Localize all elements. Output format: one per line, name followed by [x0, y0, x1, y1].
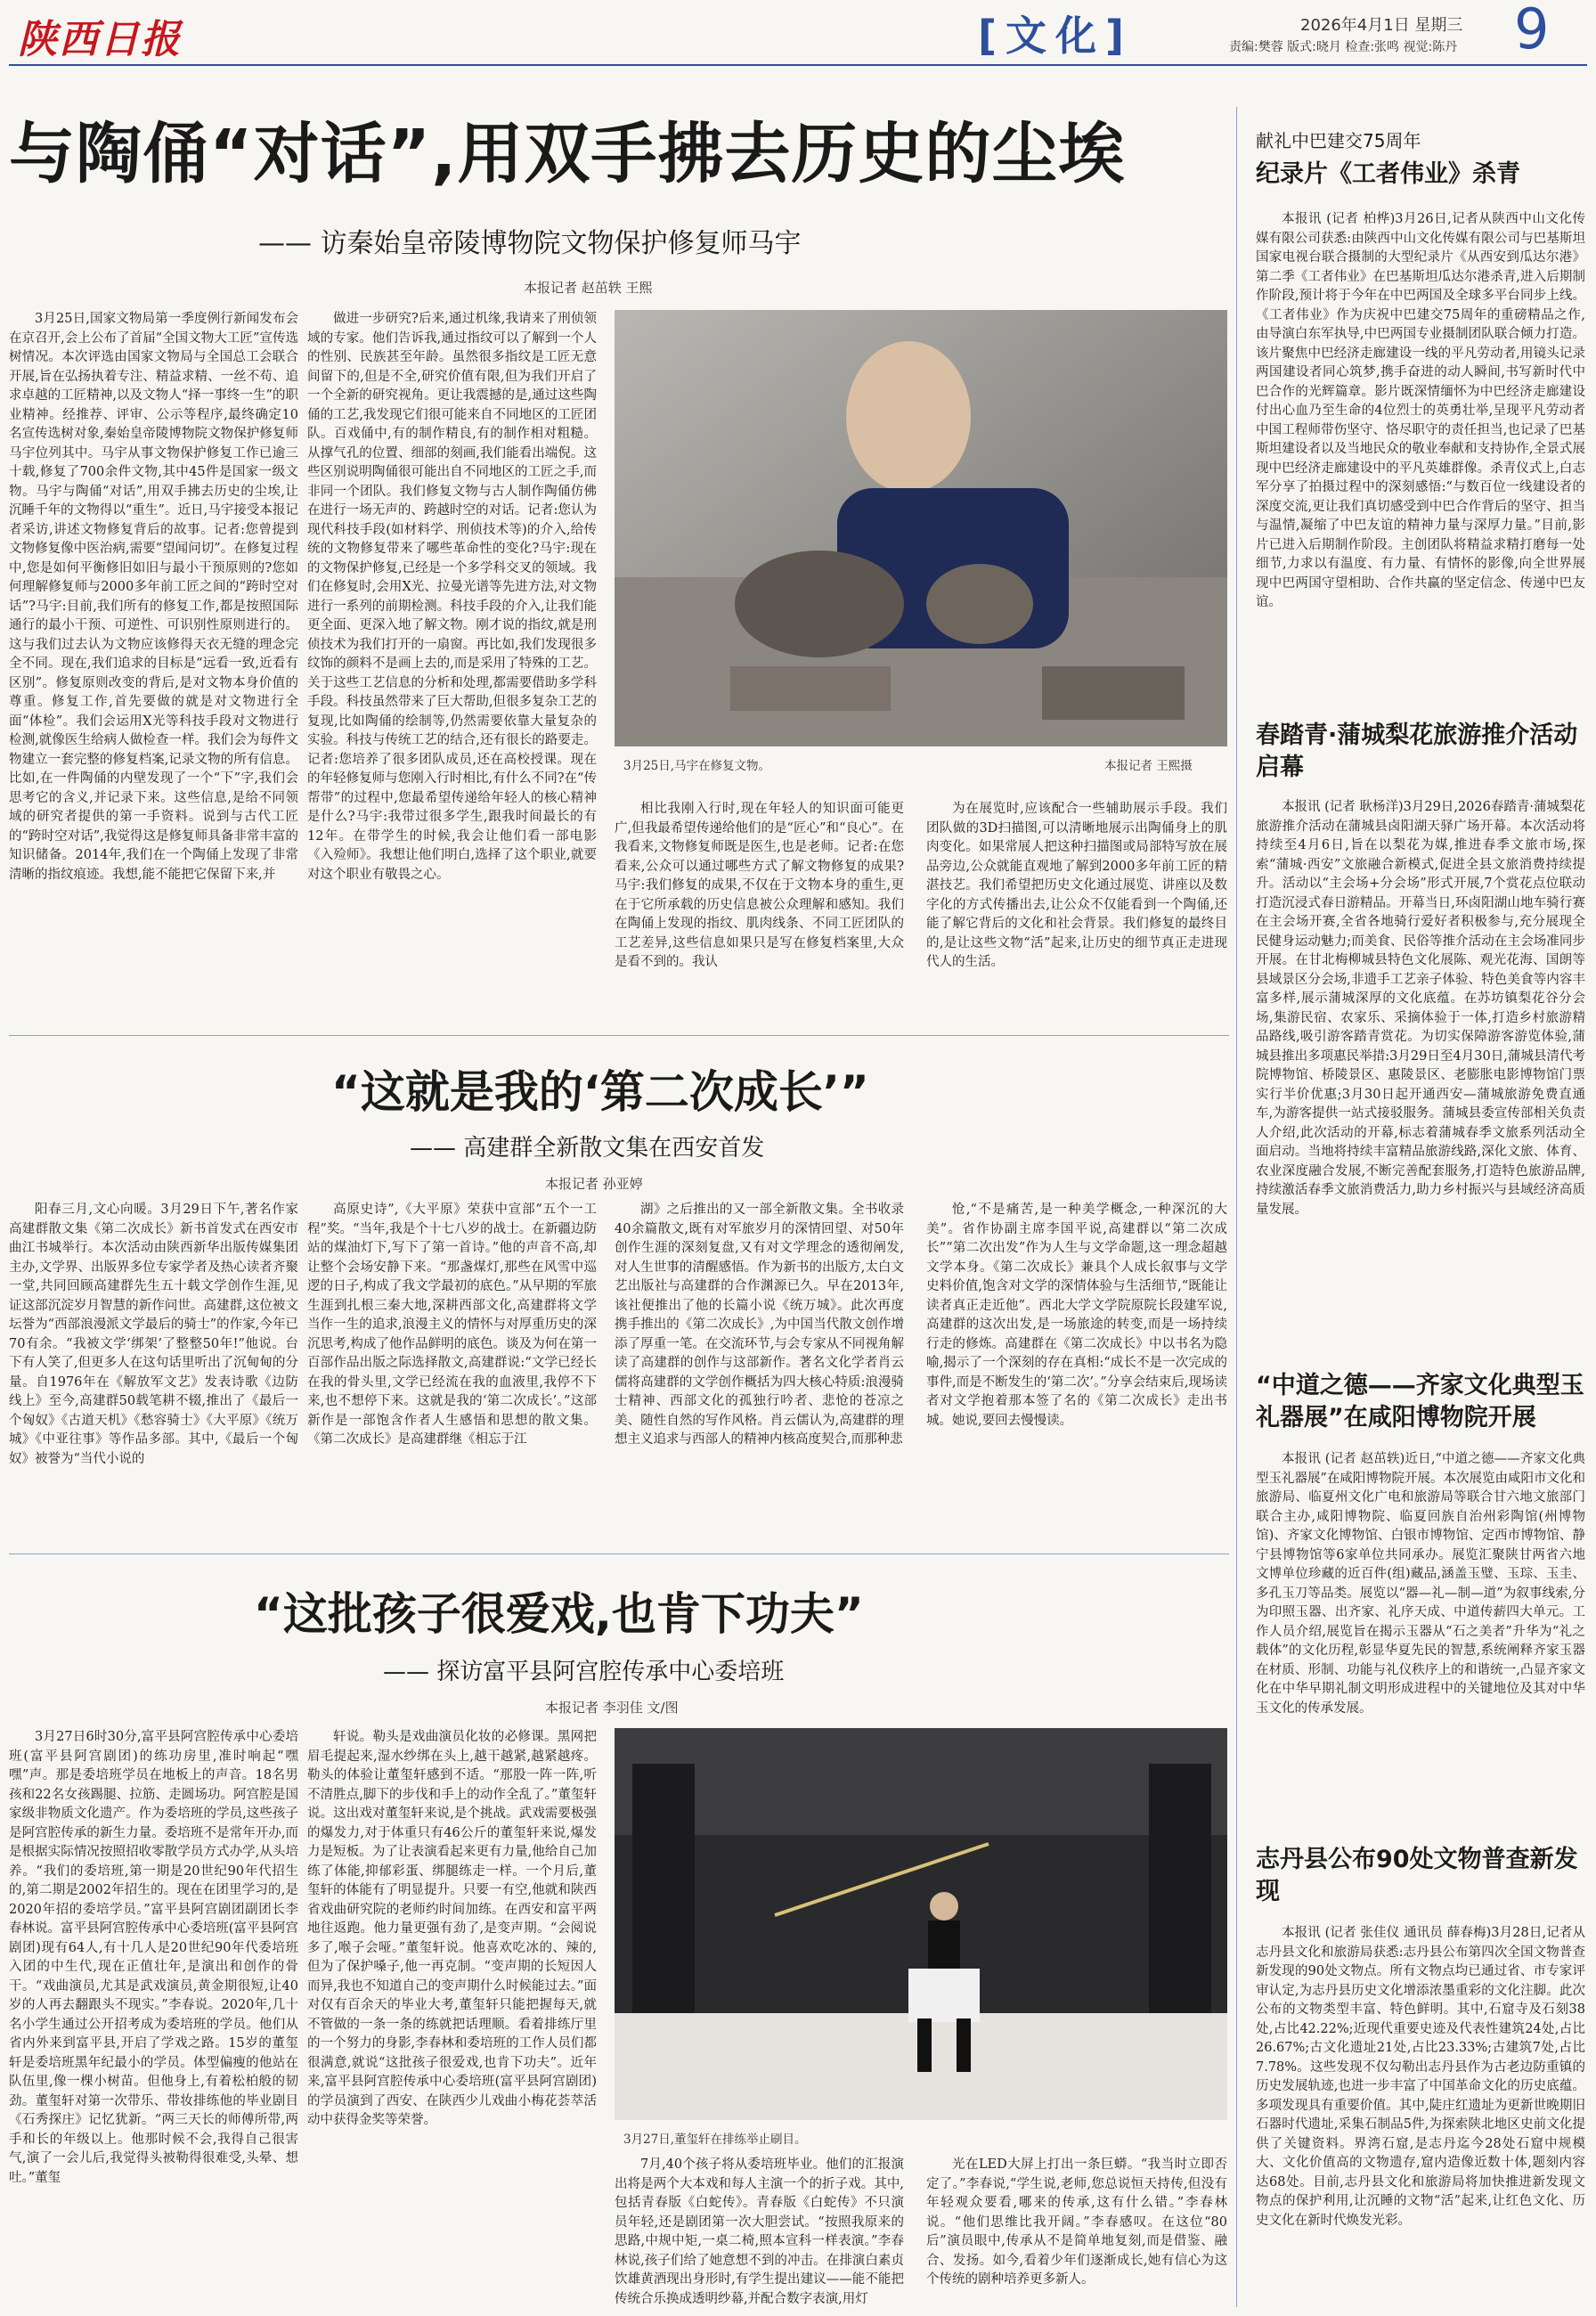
right-story3-headline: “中道之德——齐家文化典型玉礼器展”在咸阳博物院开展: [1256, 1372, 1584, 1432]
issue-date: 2026年4月1日 星期三: [1300, 16, 1463, 35]
story3-subhead: —— 探访富平县阿宫腔传承中心委培班: [383, 1659, 785, 1685]
page-number: 9: [1514, 0, 1550, 61]
story3-column-1: 3月27日6时30分,富平县阿宫腔传承中心委培班(富平县阿宫剧团)的练功房里,准时响起“嘿嘿”声。那是委培班学员在地板上的声音。18名男孩和22名女孩踢腿、拉筋、走圆场功。阿宫腔是国家级非物质文化遗产。作为委培班的学员,这些孩子是阿宫腔传承的新生力量。委培班不是常年开办,而是根据实际情况按照招收零散学员方式办学,从头培养。“我们的委培班,第一期是20世纪90年代招生的,第二期是2002年招生的。现在在团里学习的,是2020年招的委培学员。”富平县阿宫剧团副团长李春林说。富平县阿宫腔传承中心委培班(富平县阿宫剧团)现有64人,有十几人是20世纪90年代委培班入团的中生代,现在正值壮年,是演出和创作的骨干。“戏曲演员,尤其是武戏演员,黄金期很短,让40岁的人再去翻跟头不现实。”李春说。2020年,几十名小学生通过公开招考成为委培班的学员。他们从省内外来到富平县,开启了学戏之路。15岁的董玺轩是委培班黑年纪最小的学员。体型偏瘦的他站在队伍里,像一棵小树苗。但他身上,有着松柏般的韧劲。董玺轩对第一次带乐、带妆排练他的毕业剧目《石秀探庄》记忆犹新。“两三天长的师傅所带,两手和长的年级以上。他那时候不会,我得自己很害气,演了一会儿后,我觉得头被勒得很难受,头晕、想吐。”董玺: [9, 1730, 298, 2185]
story3-column-3: 7月,40个孩子将从委培班毕业。他们的汇报演出将是两个大本戏和每人主演一个的折子戏。其中,包括青春版《白蛇传》。青春版《白蛇传》不只演员年轻,还是剧团第一次大胆尝试。“按照我原来的思路,中规中矩,一桌二椅,照本宣科一样表演。”李春林说,孩子们给了她意想不到的冲击。在排演白素贞饮雄黄酒现出身形时,有学生提出建议——能不能把传统合乐换成透明纱幕,并配合数字表演,用灯: [615, 2157, 904, 2306]
lead-column-1: 3月25日,国家文物局第一季度例行新闻发布会在京召开,会上公布了首届“全国文物大工匠”宣传选树情况。本次评选由国家文物局与全国总工会联合开展,旨在弘扬执着专注、精益求精、一丝不苟、追求卓越的工匠精神,以及文物人“择一事终一生”的职业精神。经推荐、评审、公示等程序,最终确定10名宣传选树对象,秦始皇帝陵博物院文物保护修复师马宇位列其中。马宇从事文物保护修复工作已逾三十载,修复了700余件文物,其中45件是国家一级文物。马宇与陶俑“对话”,用双手拂去历史的尘埃,让沉睡千年的文物得以“重生”。近日,马宇接受本报记者采访,讲述文物修复背后的故事。记者:您曾提到文物修复像中医治病,需要“望闻问切”。在修复过程中,您是如何平衡修旧如旧与最小干预原则的?您如何理解修复师与2000多年前工匠之间的“跨时空对话”?马宇:目前,我们所有的修复工作,都是按照国际通行的最小干预、可逆性、可识别性原则进行的。这与我们过去认为文物应该修得天衣无缝的理念完全不同。现在,我们追求的目标是“远看一致,近看有区别”。修复原则改变的背后,是对文物本身价值的尊重。修复工作,首先要做的就是对文物进行全面“体检”。我们会运用X光等科技手段对文物进行检测,就像医生给病人做检查一样。我们会为每件文物建立一套完整的修复档案,记录文物的所有信息。比如,在一件陶俑的内壁发现了一个“下”字,我们会思考它的含义,并记录下来。这些信息,是给不同领域的研究者提供的第一手资料。说到与古代工匠的“跨时空对话”,我觉得这是修复师具备非常丰富的知识储备。2014年,我们在一个陶俑上发现了非常清晰的指纹痕迹。我想,能不能把它保留下来,并: [9, 312, 298, 882]
right-story2-body: 本报讯 (记者 耿杨洋)3月29日,2026春踏青·蒲城梨花旅游推介活动在蒲城县卤阳湖天驿广场开幕。本次活动将持续至4月6日,旨在以梨花为媒,推进春季文旅市场,探索“蒲城·西安”文旅融合新模式,促进全县文旅消费持续提升。活动以“主会场+分会场”形式开展,7个赏花点位联动打造沉浸式春日游精品。开幕当日,环卤阳湖山地车骑行赛在主会场开赛,全省各地骑行爱好者积极参与,充分展现全民健身运动魅力;而美食、民俗等推介活动在主会场准同步开展。在甘北梅柳城县特色文化展陈、观光花海、国朗等县域景区分会场,非遗手工艺亲子体验、特色美食等内容丰富多样,展示蒲城深厚的文化底蕴。在苏坊镇梨花谷分会场,集游民宿、农家乐、采摘体验于一体,打造乡村旅游精品路线,吸引游客踏青赏花。为切实保障游客游览体验,蒲城县推出多项惠民举措:3月29日至4月30日,蒲城县清代考院博物馆、桥陵景区、惠陵景区、老膨胀电影博物馆门票实行半价优惠;3月30日起开通西安—蒲城旅游免费直通车,为游客提供一站式接驳服务。蒲城县委宣传部相关负责人介绍,此次活动的开幕,标志着蒲城春季文旅系列活动全面启动。当地将持续丰富精品旅游线路,深化文旅、体育、农业深度融合发展,不断完善配套服务,打造特色旅游品牌,持续激活春季文旅消费活力,助力乡村振兴与县域经济高质量发展。: [1256, 800, 1585, 1217]
right-story4-body: 本报讯 (记者 张佳仪 通讯员 薛春梅)3月28日,记者从志丹县文化和旅游局获悉:志丹县公布第四次全国文物普查新发现的90处文物点。所有文物点均已通过省、市专家评审认定,为志丹县历史文化增添浓墨重彩的文化注脚。此次公布的文物类型丰富、特色鲜明。其中,石窟寺及石刻38处,占比42.22%;近现代重要史迹及代表性建筑24处,占比26.67%;古文化遗址21处,占比23.33%;古建筑7处,占比7.78%。这些发现不仅勾勒出志丹县作为古老边防重镇的历史发展轨迹,也进一步丰富了中国革命文化的历史底蕴。多项发现具有重要价值。其中,陡庄红遗址为更新世晚期旧石器时代遗址,采集石制品5件,为探索陕北地区史前文化提供了关键资料。界湾石窟,是志丹迄今28处石窟中规模大、文化价值高的文物遗存,窟内造像近数十体,题刻内容达68处。目前,志丹县文化和旅游局将加快推进新发现文物点的保护利用,让沉睡的文物“活”起来,让红色文化、历史文化在新时代焕发光彩。: [1256, 1926, 1585, 2228]
right-story1-headline: 纪录片《工者伟业》杀青: [1256, 160, 1520, 188]
section-label: [文化]: [978, 12, 1134, 60]
lead-column-2: 做进一步研究?后来,通过机缘,我请来了刑侦领域的专家。他们告诉我,通过指纹可以了解到一个人的性别、民族甚至年龄。虽然很多指纹是工匠无意间留下的,但是不全,研究价值有限,但为我们开启了一个全新的研究视角。更让我震撼的是,通过这些陶俑的工艺,我发现它们很可能来自不同地区的工匠团队。百戏俑中,有的制作精良,有的制作相对粗糙。从撑气孔的位置、细部的刻画,我们能看出端倪。这些区别说明陶俑很可能出自不同地区的工匠之手,而非同一个团队。我们修复文物与古人制作陶俑仿佛在进行一场无声的、跨越时空的对话。记者:您认为现代科技手段(如材料学、刑侦技术等)的介入,给传统的文物修复带来了哪些革命性的变化?马宇:现在的文物保护修复,已经是一个多学科交叉的领域。我们在修复时,会用X光、拉曼光谱等先进方法,对文物进行一系列的前期检测。科技手段的介入,让我们能更全面、更深入地了解文物。刚才说的指纹,就是刑侦技术为我们打开的一扇窗。再比如,我们发现很多纹饰的颜料不是画上去的,而是采用了特殊的工艺。关于这些工艺信息的分析和处理,都需要借助多学科手段。科技虽然带来了巨大帮助,但很多复杂工艺的复现,比如陶俑的绘制等,仍然需要依靠大量复杂的实验。科技与传统工艺的结合,还有很长的路要走。记者:您培养了很多团队成员,还在高校授课。现在的年轻修复师与您刚入行时相比,有什么不同?在“传帮带”的过程中,您最希望传递给年轻人的核心精神是什么?马宇:我带过很多学生,跟我时间最长的有12年。在带学生的时候,我会让他们看一部电影《入殓师》。我想让他们明白,选择了这个职业,就要对这个职业有敬畏之心。: [307, 312, 597, 882]
lead-headline: 与陶俑“对话”,用双手拂去历史的尘埃: [9, 116, 1126, 192]
lead-byline: 本报记者 赵茁轶 王熙: [524, 280, 653, 296]
right-story3-body: 本报讯 (记者 赵茁轶)近日,“中道之德——齐家文化典型玉礼器展”在咸阳博物院开展。本次展览由咸阳市文化和旅游局、临夏州文化广电和旅游局等联合甘六地文旅部门联合主办,咸阳博物院、临夏回族自治州彩陶馆(州博物馆)、齐家文化博物馆、白银市博物馆、定西市博物馆、静宁县博物馆等6家单位共同承办。展览汇聚陕甘两省六地文博单位珍藏的近百件(组)藏品,涵盖玉璧、玉琮、玉圭、多孔玉刀等品类。展览以“器—礼—制—道”为叙事线索,分为印照玉器、出齐家、礼序天成、中道传薪四大单元。工作人员介绍,展览旨在揭示玉器从“石之美者”升华为“礼之载体”的文化历程,彰显华夏先民的智慧,系统阐释齐家玉器在材质、形制、功能与礼仪秩序上的和谐统一,凸显齐家文化在中华早期礼制文明形成进程中的关键地位及其对中华玉文化的传承发展。: [1256, 1452, 1585, 1716]
right-story1-body: 本报讯 (记者 柏桦)3月26日,记者从陕西中山文化传媒有限公司获悉:由陕西中山文化传媒有限公司与巴基斯坦国家电视台联合摄制的大型纪录片《从西安到瓜达尔港》第二季《工者伟业》在巴基斯坦瓜达尔港杀青,进入后期制作阶段,预计将于今年在中巴两国及全球多平台同步上线。《工者伟业》作为庆祝中巴建交75周年的重磅精品之作,由导演白东军执导,中巴两国专业摄制团队联合倾力打造。该片聚焦中巴经济走廊建设一线的平凡劳动者,用镜头记录两国建设者同心筑梦,携手奋进的动人瞬间,书写新时代中巴合作的光辉篇章。影片既深情缅怀为中巴经济走廊建设付出心血乃至生命的4位烈士的英勇壮举,呈现平凡劳动者中国工程师带伤坚守、恪尽职守的责任担当,也记录了巴基斯坦建设者以及当地民众的敬业奉献和支持协作,全景式展现中巴经济走廊建设中的平凡英雄群像。杀青仪式上,白志军分享了拍摄过程中的深刻感悟:“与数百位一线建设者的深度交流,更让我们真切感受到中巴合作背后的坚守、担当与温情,凝缩了中巴友谊的精神力量与深厚力量。”目前,影片已进入后期制作阶段。主创团队将精益求精打磨每一处细节,力求以有温度、有力量、有情怀的影像,向全世界展现中巴两国守望相助、合作共赢的坚定信念、传递中巴友谊。: [1256, 212, 1585, 609]
right-story2-headline: 春踏青·蒲城梨花旅游推介活动启幕: [1256, 722, 1578, 782]
section-rule-1: [9, 1035, 1229, 1036]
story3-photo: [615, 1728, 1227, 2120]
masthead-rule: [9, 64, 1587, 66]
story3-column-4: 光在LED大屏上打出一条巨蟒。“我当时立即否定了。”李春说,“学生说,老师,您总说恒天持传,但没有年轻观众要看,哪来的传承,这有什么错。”李春林说。“他们思维比我开阔。”李春感叹。在这位“80后”演员眼中,传承从不是简单地复刻,而是借鉴、融合、发扬。如今,看着少年们逐渐成长,她有信心为这个传统的剧种培养更多新人。: [926, 2157, 1227, 2287]
lead-photo-caption: 3月25日,马宇在修复文物。: [623, 759, 771, 773]
story2-headline: “这就是我的‘第二次成长’”: [331, 1066, 869, 1118]
lead-photo: [615, 310, 1227, 746]
story2-column-2: 高原史诗”,《大平原》荣获中宣部“五个一工程”奖。“当年,我是个十七八岁的战士。在新疆边防站的煤油灯下,写下了第一首诗。”他的声音不高,却让整个会场安静下来。“那盏煤灯,那些在风雪中巡逻的日子,构成了我文学最初的底色。”从早期的军旅生涯到扎根三秦大地,深耕西部文化,高建群将文学当作一生的追求,浪漫主义的情怀与对厚重历史的深沉思考,构成了他作品鲜明的底色。谈及为何在第一百部作品出版之际选择散文,高建群说:“文学已经长在我的骨头里,文学已经流在我的血液里,我停不下来,也不想停下来。这就是我的‘第二次成长’。”这部新作是一部饱含作者人生感悟和思想的散文集。《第二次成长》是高建群继《相忘于江: [307, 1203, 597, 1447]
editors-credit: 责编:樊蓉 版式:晓月 检查:张鸣 视觉:陈丹: [1229, 40, 1458, 54]
story2-subhead: —— 高建群全新散文集在西安首发: [410, 1135, 765, 1162]
lead-column-4: 为在展览时,应该配合一些辅助展示手段。我们团队做的3D扫描图,可以清晰地展示出陶俑身上的肌肉变化。如果常展人把这种扫描图或局部特写放在展品旁边,公众就能直观地了解到2000多年前工匠的精湛技艺。我们希望把历史文化通过展览、讲座以及数字化的方式传播出去,让公众不仅能看到一个陶俑,还能了解它背后的文化和社会背景。我们修复的最终目的,是让这些文物“活”起来,让历史的细节真正走进现代人的生活。: [926, 802, 1227, 969]
right-story4-headline: 志丹县公布90处文物普查新发现: [1256, 1846, 1578, 1906]
story2-column-3: 湖》之后推出的又一部全新散文集。全书收录40余篇散文,既有对军旅岁月的深情回望、对50年创作生涯的深刻复盘,又有对文学理念的透彻阐发,对人生世事的清醒感悟。作为新书的出版方,太白文艺出版社与高建群的合作渊源已久。早在2013年,该社便推出了他的长篇小说《统万城》。此次再度携手推出的《第二次成长》,为中国当代散文创作增添了厚重一笔。在交流环节,与会专家从不同视角解读了高建群的创作与这部新作。著名文化学者肖云儒将高建群的文学创作概括为四大核心特质:浪漫骑士精神、西部文化的孤独行吟者、悲怆的苍凉之美、随性自然的写作风格。肖云儒认为,高建群的理想主义追求与西部人的精神内核高度契合,而那种悲: [615, 1203, 904, 1447]
story2-byline: 本报记者 孙亚婷: [545, 1176, 643, 1192]
lead-column-3: 相比我刚入行时,现在年轻人的知识面可能更广,但我最希望传递给他们的是“匠心”和“良心”。在我看来,文物修复师既是医生,也是老师。记者:在您看来,公众可以通过哪些方式了解文物修复的成果?马宇:我们修复的成果,不仅在于文物本身的重生,更在于它所承载的历史信息被公众理解和感知。我们在陶俑上发现的指纹、肌肉线条、不同工匠团队的工艺差异,这些信息如果只是写在修复档案里,大众是看不到的。我认: [615, 802, 904, 969]
right-story1-kicker: 献礼中巴建交75周年: [1256, 130, 1421, 151]
lead-subhead: —— 访秦始皇帝陵博物院文物保护修复师马宇: [258, 228, 802, 259]
story2-column-1: 阳春三月,文心向暖。3月29日下午,著名作家高建群散文集《第二次成长》新书首发式在西安市曲江书城举行。本次活动由陕西新华出版传媒集团主办,文学界、出版界多位专家学者及热心读者齐聚一堂,共同回顾高建群先生五十载文学创作生涯,见证这部沉淀岁月智慧的新作问世。高建群,这位被文坛誉为“西部浪漫派文学最后的骑士”的作家,今年已70有余。“我被文学‘绑架’了整整50年!”他说。台下有人笑了,但更多人在这句话里听出了沉甸甸的分量。自1976年在《解放军文艺》发表诗歌《边防线上》至今,高建群50载笔耕不辍,推出了《最后一个匈奴》《古道天机》《愁容骑士》《大平原》《统万城》《中亚往事》等作品多部。其中,《最后一个匈奴》被誉为“当代小说的: [9, 1203, 298, 1466]
lead-photo-credit: 本报记者 王熙摄: [1104, 759, 1193, 773]
column-divider: [1236, 107, 1237, 2307]
story3-byline: 本报记者 李羽佳 文/图: [545, 1700, 679, 1716]
story2-column-4: 怆,“不是痛苦,是一种美学概念,一种深沉的大美”。省作协副主席李国平说,高建群以“第二次成长”“第二次出发”作为人生与文学命题,这一理念超越文学本身。《第二次成长》兼具个人成长叙事与文学史料价值,饱含对文学的深情体验与生活细节,“既能让读者真正走近他”。西北大学文学院原院长段建军说,高建群的这次出发,是一场旅途的转变,而是一场持续行走的修炼。高建群在《第二次成长》中以书名为隐喻,揭示了一个深刻的存在真相:“成长不是一次完成的事件,而是不断发生的‘第二次’。”分享会结束后,现场读者对文学抱着那本签了名的《第二次成长》走出书城。她说,要回去慢慢读。: [926, 1203, 1227, 1428]
story3-photo-caption: 3月27日,董玺轩在排练举止刷目。: [623, 2133, 807, 2147]
story3-column-2: 轩说。勒头是戏曲演员化妆的必修课。黑网把眉毛提起来,湿水纱绑在头上,越干越紧,越紧越疼。勒头的体验让董玺轩感到不适。“那股一阵一阵,听不清胜点,脚下的步伐和手上的动作全乱了。”董玺轩说。这出戏对董玺轩来说,是个挑战。武戏需要极强的爆发力,对于体重只有46公斤的董玺轩来说,爆发力是短板。为了让表演看起来更有力量,他给自己加练了体能,抑郁彩蛋、绑腿练走一样。一个月后,董玺轩的体能有了明显提升。只要一有空,他就和陕西省戏曲研究院的老师约时间加练。在西安和富平两地往返跑。他力量更强有劲了,是变声期。“会阅说多了,喉子会哑。”董玺轩说。他喜欢吃冰的、辣的,但为了保护嗓子,他一再克制。“变声期的长短因人而异,我也不知道自己的变声期什么时候能过去。”面对仅有百余天的毕业大考,董玺轩只能把握每天,就不管做的一条一条的练就把话理顺。看着排练厅里的一个努力的身影,李春林和委培班的工作人员们都很满意,就说“这批孩子很爱戏,也肯下功夫”。近年来,富平县阿宫腔传承中心委培班(富平县阿宫剧团)的学员演到了西安、在陕西少儿戏曲小梅花荟萃活动中获得金奖等荣誉。: [307, 1730, 597, 2127]
masthead-logo: 陕西日报: [18, 17, 182, 62]
story3-headline: “这批孩子很爱戏,也肯下功夫”: [254, 1588, 864, 1640]
